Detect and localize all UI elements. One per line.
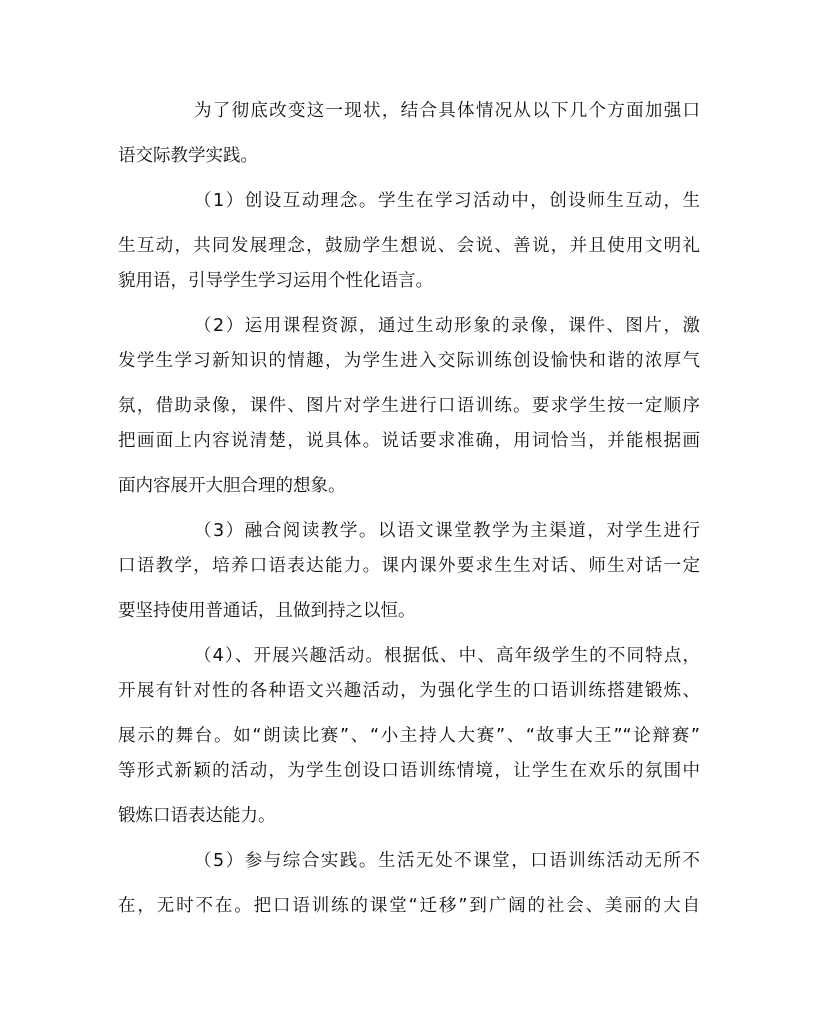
item-2-line-2: 发学生学习新知识的情趣，为学生进入交际训练创设愉快和谐的浓厚气: [118, 351, 700, 371]
item-2-line-5: 面内容展开大胆合理的想象。: [118, 476, 346, 496]
item-3-line-2: 口语教学，培养口语表达能力。课内课外要求生生对话、师生对话一定: [118, 556, 700, 576]
paragraph-intro-line-2: 语交际教学实践。: [118, 146, 258, 166]
item-5-line-1: （5）参与综合实践。生活无处不课堂，口语训练活动无所不: [194, 851, 700, 871]
paragraph-intro-line-1: 为了彻底改变这一现状，结合具体情况从以下几个方面加强口: [194, 101, 700, 121]
item-1-line-3: 貌用语，引导学生学习运用个性化语言。: [118, 271, 433, 291]
item-3-line-3: 要坚持使用普通话，且做到持之以恒。: [118, 601, 416, 621]
item-4-line-1: （4）、开展兴趣活动。根据低、中、高年级学生的不同特点，: [194, 646, 700, 666]
item-1-line-1: （1）创设互动理念。学生在学习活动中，创设师生互动，生: [194, 191, 700, 211]
item-2-line-3: 氛，借助录像，课件、图片对学生进行口语训练。要求学生按一定顺序: [118, 396, 700, 416]
item-2-line-4: 把画面上内容说清楚，说具体。说话要求准确，用词恰当，并能根据画: [118, 431, 700, 451]
item-1-line-2: 生互动，共同发展理念，鼓励学生想说、会说、善说，并且使用文明礼: [118, 236, 700, 256]
item-5-line-2: 在，无时不在。把口语训练的课堂“迁移”到广阔的社会、美丽的大自: [118, 896, 700, 916]
item-3-line-1: （3）融合阅读教学。以语文课堂教学为主渠道，对学生进行: [194, 521, 700, 541]
item-4-line-4: 等形式新颖的活动，为学生创设口语训练情境，让学生在欢乐的氛围中: [118, 761, 700, 781]
item-2-line-1: （2）运用课程资源，通过生动形象的录像，课件、图片，激: [194, 316, 700, 336]
item-4-line-5: 锻炼口语表达能力。: [118, 806, 276, 826]
item-4-line-2: 开展有针对性的各种语文兴趣活动，为强化学生的口语训练搭建锻炼、: [118, 681, 700, 701]
item-4-line-3: 展示的舞台。如“朗读比赛”、“小主持人大赛”、“故事大王”“论辩赛”: [118, 726, 700, 746]
